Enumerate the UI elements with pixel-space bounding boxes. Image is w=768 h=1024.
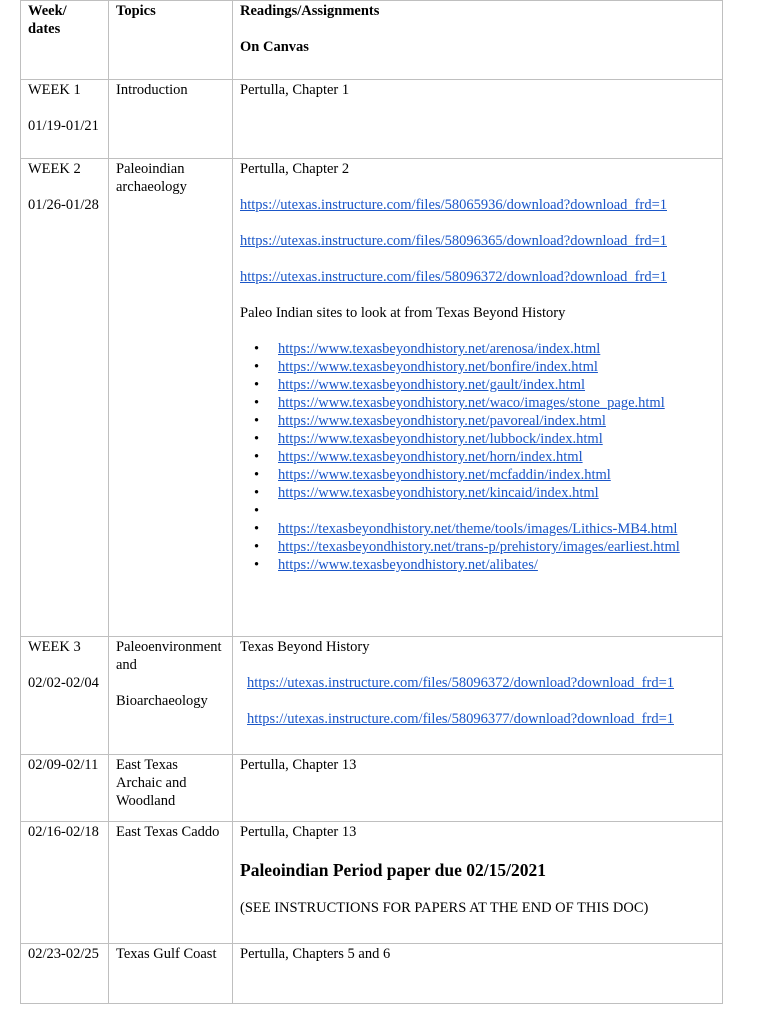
site-link[interactable]: https://www.texasbeyondhistory.net/horn/index.html [278, 449, 583, 465]
topic-cell [109, 159, 233, 637]
bullet-icon: • [254, 413, 260, 429]
table-header-row [21, 1, 723, 80]
topic-label: Paleoindian archaeology [116, 161, 187, 195]
topic-label: Texas Gulf Coast [116, 946, 217, 962]
table-row [21, 637, 723, 755]
list-item [254, 484, 716, 502]
dates-label: 02/09-02/11 [28, 757, 99, 773]
list-item [254, 556, 716, 574]
header-topics [109, 1, 233, 80]
week-cell [21, 637, 109, 755]
list-item [254, 466, 716, 484]
topic-label: East Texas Archaic and Woodland [116, 757, 187, 809]
reading-cell [233, 755, 723, 822]
canvas-file-link[interactable]: https://utexas.instructure.com/files/58096372/download?download_frd=1 [240, 269, 667, 285]
site-link[interactable]: https://www.texasbeyondhistory.net/bonfire/index.html [278, 359, 598, 375]
reading-cell [233, 159, 723, 637]
bullet-icon: • [254, 431, 260, 447]
list-item [254, 358, 716, 376]
list-item [254, 340, 716, 358]
reading-label: Pertulla, Chapters 5 and 6 [240, 946, 391, 962]
table-row [21, 80, 723, 159]
bullet-icon: • [254, 521, 260, 537]
header-readings [233, 1, 723, 80]
week-label: WEEK 1 [28, 82, 81, 98]
list-item-empty [254, 502, 716, 520]
list-item [254, 538, 716, 556]
list-item [254, 520, 716, 538]
reading-label: Pertulla, Chapter 1 [240, 82, 350, 98]
dates-label: 02/02-02/04 [28, 675, 99, 691]
topic-cell [109, 822, 233, 944]
bullet-icon: • [254, 485, 260, 501]
bullet-icon: • [254, 449, 260, 465]
dates-label: 01/26-01/28 [28, 197, 99, 213]
reading-cell [233, 80, 723, 159]
header-topics-label: Topics [116, 3, 156, 19]
site-link[interactable]: https://www.texasbeyondhistory.net/lubbock/index.html [278, 431, 603, 447]
site-link[interactable]: https://texasbeyondhistory.net/trans-p/prehistory/images/earliest.html [278, 539, 680, 555]
dates-label: 01/19-01/21 [28, 118, 99, 134]
header-week-dates-label: Week/ dates [28, 3, 67, 37]
week-label: WEEK 2 [28, 161, 81, 177]
topic-cell [109, 80, 233, 159]
reading-label: Pertulla, Chapter 13 [240, 757, 357, 773]
header-readings-label: Readings/Assignments [240, 3, 380, 19]
syllabus-schedule-table [20, 0, 723, 1004]
table-row [21, 822, 723, 944]
topic-label: Bioarchaeology [116, 693, 208, 709]
reading-cell [233, 822, 723, 944]
site-link[interactable]: https://texasbeyondhistory.net/theme/tools/images/Lithics-MB4.html [278, 521, 678, 537]
header-week-dates [21, 1, 109, 80]
reading-label: Pertulla, Chapter 2 [240, 161, 350, 177]
table-row [21, 944, 723, 1004]
dates-label: 02/23-02/25 [28, 946, 99, 962]
bullet-icon: • [254, 359, 260, 375]
site-link[interactable]: https://www.texasbeyondhistory.net/kincaid/index.html [278, 485, 599, 501]
dates-label: 02/16-02/18 [28, 824, 99, 840]
bullet-icon: • [254, 341, 260, 357]
canvas-file-link[interactable]: https://utexas.instructure.com/files/58096372/download?download_frd=1 [247, 675, 674, 691]
site-link[interactable]: https://www.texasbeyondhistory.net/arenosa/index.html [278, 341, 601, 357]
site-link[interactable]: https://www.texasbeyondhistory.net/waco/images/stone_page.html [278, 395, 665, 411]
week-cell [21, 159, 109, 637]
reading-label: Texas Beyond History [240, 639, 370, 655]
paper-due-notice: Paleoindian Period paper due 02/15/2021 [240, 860, 546, 880]
bullet-icon: • [254, 557, 260, 573]
site-link[interactable]: https://www.texasbeyondhistory.net/pavoreal/index.html [278, 413, 606, 429]
list-item [254, 394, 716, 412]
week-cell [21, 944, 109, 1004]
list-item [254, 376, 716, 394]
bullet-icon: • [254, 539, 260, 555]
reading-label: Pertulla, Chapter 13 [240, 824, 357, 840]
topic-cell [109, 637, 233, 755]
header-on-canvas-label: On Canvas [240, 39, 309, 55]
reading-cell [233, 944, 723, 1004]
bullet-icon: • [254, 467, 260, 483]
canvas-file-link[interactable]: https://utexas.instructure.com/files/58096365/download?download_frd=1 [240, 233, 667, 249]
bullet-icon: • [254, 395, 260, 411]
canvas-file-link[interactable]: https://utexas.instructure.com/files/58065936/download?download_frd=1 [240, 197, 667, 213]
topic-cell [109, 944, 233, 1004]
table-row [21, 159, 723, 637]
canvas-file-link[interactable]: https://utexas.instructure.com/files/58096377/download?download_frd=1 [247, 711, 674, 727]
topic-label: Introduction [116, 82, 188, 98]
list-item [254, 448, 716, 466]
list-item [254, 430, 716, 448]
instructions-note: (SEE INSTRUCTIONS FOR PAPERS AT THE END OF THIS DOC) [240, 900, 649, 916]
week-cell [21, 822, 109, 944]
reading-cell [233, 637, 723, 755]
bullet-icon: • [254, 503, 260, 519]
week-cell [21, 80, 109, 159]
topic-label: East Texas Caddo [116, 824, 220, 840]
sites-heading: Paleo Indian sites to look at from Texas Beyond History [240, 305, 566, 321]
table-row [21, 755, 723, 822]
week-label: WEEK 3 [28, 639, 81, 655]
bullet-icon: • [254, 377, 260, 393]
site-link[interactable]: https://www.texasbeyondhistory.net/mcfaddin/index.html [278, 467, 611, 483]
site-link[interactable]: https://www.texasbeyondhistory.net/gault/index.html [278, 377, 586, 393]
list-item [254, 412, 716, 430]
topic-cell [109, 755, 233, 822]
site-link[interactable]: https://www.texasbeyondhistory.net/alibates/ [278, 557, 538, 573]
texas-beyond-history-site-list [240, 340, 716, 574]
week-cell [21, 755, 109, 822]
topic-label: Paleoenvironment and [116, 639, 222, 673]
